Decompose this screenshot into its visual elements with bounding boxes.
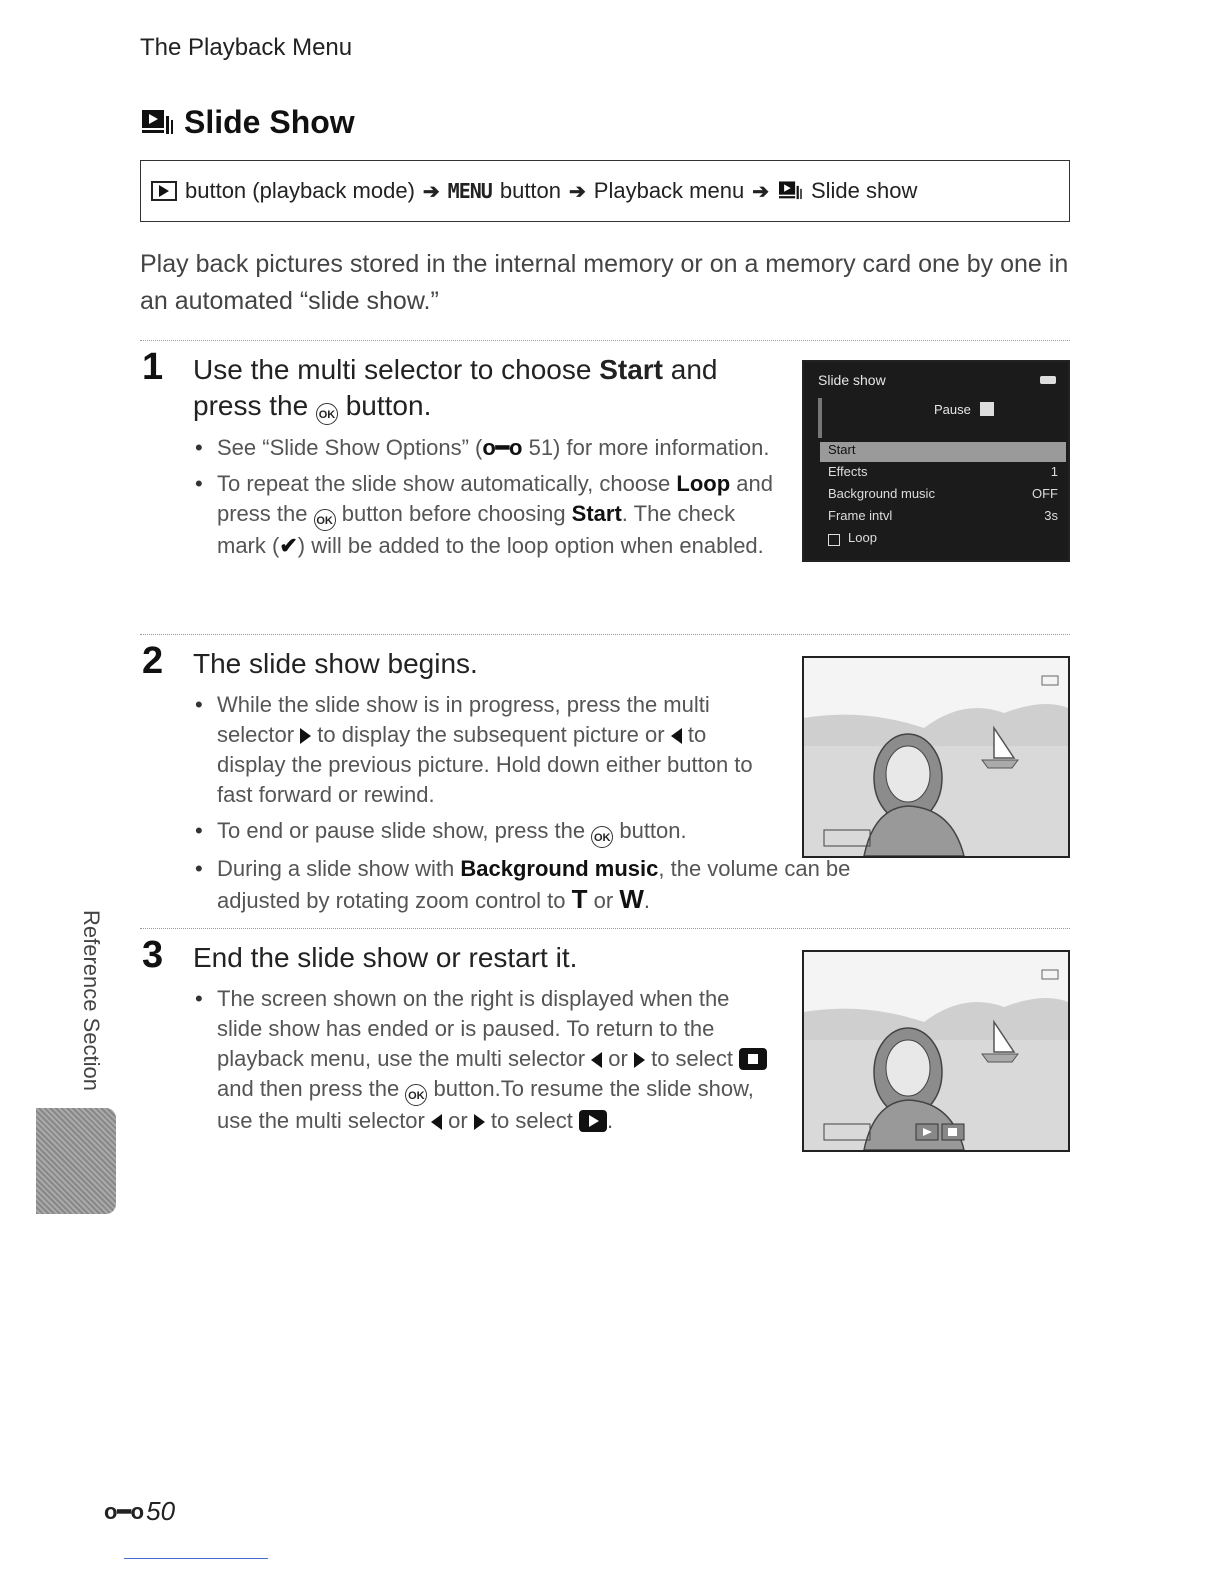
text: button. bbox=[613, 818, 687, 843]
list-item bbox=[193, 433, 773, 463]
arrow-right-icon: ➔ bbox=[422, 180, 440, 203]
list-item bbox=[193, 690, 773, 810]
menu-item-start bbox=[820, 442, 1066, 462]
text: To repeat the slide show automatically, choose bbox=[217, 471, 677, 496]
portrait-photo-image bbox=[804, 952, 1068, 1150]
scroll-indicator bbox=[818, 398, 822, 438]
text: button before choosing bbox=[335, 501, 572, 526]
divider bbox=[140, 634, 1070, 635]
text: During a slide show with bbox=[217, 856, 461, 881]
heading-bold: Start bbox=[599, 354, 663, 385]
ok-button-icon: OK bbox=[314, 509, 336, 531]
portrait-photo-image bbox=[804, 658, 1068, 856]
page-footer bbox=[104, 1496, 175, 1527]
bold-text: Start bbox=[571, 501, 622, 526]
bullet-list bbox=[193, 433, 773, 561]
arrow-right-icon: ➔ bbox=[752, 180, 769, 203]
step-heading: The slide show begins. bbox=[193, 648, 478, 679]
right-arrow-icon bbox=[474, 1114, 485, 1130]
pause-label: Pause bbox=[934, 402, 971, 417]
ok-button-icon: OK bbox=[316, 403, 338, 425]
bold-text: Loop bbox=[676, 471, 731, 496]
bold-text: Background music bbox=[460, 856, 659, 881]
paused-slide-show-screen bbox=[802, 950, 1070, 1152]
divider bbox=[140, 340, 1070, 341]
ok-button-icon: OK bbox=[591, 826, 613, 848]
list-item bbox=[193, 984, 773, 1136]
step-number: 1 bbox=[142, 346, 164, 388]
step-number: 2 bbox=[142, 640, 164, 682]
battery-icon bbox=[1040, 376, 1056, 384]
divider bbox=[140, 928, 1070, 929]
item-label: Effects bbox=[828, 464, 868, 479]
section-tab-marker bbox=[36, 1108, 116, 1214]
step-2 bbox=[193, 646, 851, 922]
text: button.To resume the slide show, use the multi selector bbox=[217, 1076, 754, 1133]
slide-show-icon bbox=[777, 180, 803, 202]
text: to select bbox=[644, 1046, 740, 1071]
left-arrow-icon bbox=[671, 728, 682, 744]
list-item bbox=[193, 854, 857, 916]
page-title: Slide Show bbox=[184, 104, 355, 140]
item-label: Loop bbox=[848, 530, 877, 545]
step-3 bbox=[193, 940, 773, 1142]
zoom-w-label: W bbox=[619, 884, 644, 914]
item-value: 3s bbox=[1044, 508, 1058, 523]
text: to select bbox=[484, 1108, 579, 1133]
reference-icon: o━o bbox=[104, 1498, 145, 1524]
playback-button-icon bbox=[151, 181, 177, 201]
intro-paragraph: Play back pictures stored in the internal memory or on a memory card one by one in an automated “slide show.” bbox=[140, 250, 1069, 315]
menu-item-frame-intvl bbox=[820, 508, 1066, 528]
menu-item-effects bbox=[820, 464, 1066, 484]
nav-part-1: button (playback mode) bbox=[185, 178, 415, 203]
text: . bbox=[606, 1108, 614, 1133]
text: to display the subsequent picture or bbox=[311, 722, 671, 747]
text: The screen shown on the right is displayed when the slide show has ended or is paused. To return to the playback menu, use the multi selector bbox=[217, 986, 730, 1071]
stop-button-icon bbox=[739, 1048, 767, 1070]
nav-part-2: button bbox=[499, 178, 562, 203]
text: See “Slide Show Options” ( bbox=[217, 435, 483, 460]
pause-icon bbox=[980, 402, 994, 416]
step-1 bbox=[193, 352, 773, 567]
item-label: Background music bbox=[828, 486, 935, 501]
text: To end or pause slide show, press the bbox=[217, 818, 592, 843]
slide-show-icon bbox=[140, 108, 174, 138]
item-value: 1 bbox=[1050, 464, 1058, 479]
item-value: OFF bbox=[1032, 486, 1058, 501]
step-heading: End the slide show or restart it. bbox=[193, 942, 578, 973]
item-label: Frame intvl bbox=[828, 508, 893, 523]
text: While the slide show is in progress, press the multi selector bbox=[217, 692, 710, 747]
running-header: The Playback Menu bbox=[140, 34, 353, 61]
page-number: 50 bbox=[146, 1496, 176, 1526]
reference-icon: o━o bbox=[482, 435, 523, 460]
heading-text: button. bbox=[337, 390, 432, 421]
list-item bbox=[193, 469, 773, 561]
menu-item-background-music bbox=[820, 486, 1066, 506]
nav-part-3: Playback menu bbox=[593, 178, 745, 203]
text: or bbox=[441, 1108, 474, 1133]
text: 51) for more information. bbox=[522, 435, 770, 460]
slide-show-screen bbox=[802, 656, 1070, 858]
text: and press the bbox=[217, 471, 773, 526]
text: to display the previous picture. Hold down either button to fast forward or rewind. bbox=[217, 722, 753, 807]
check-mark-icon: ✔ bbox=[279, 533, 298, 558]
side-section-label: Reference Section bbox=[79, 910, 104, 1091]
checkbox-icon bbox=[828, 534, 840, 546]
menu-item-loop bbox=[820, 530, 1066, 550]
menu-button-label: MENU bbox=[447, 179, 492, 203]
step-heading bbox=[193, 352, 773, 425]
left-arrow-icon bbox=[431, 1114, 442, 1130]
right-arrow-icon bbox=[634, 1052, 645, 1068]
section-title-row bbox=[140, 104, 355, 141]
menu-screen-title: Slide show bbox=[818, 372, 886, 388]
list-item bbox=[193, 816, 773, 848]
right-arrow-icon bbox=[300, 728, 311, 744]
ok-button-icon: OK bbox=[405, 1084, 427, 1106]
camera-menu-screen bbox=[802, 360, 1070, 562]
text: and then press the bbox=[217, 1076, 406, 1101]
text: , the volume can be adjusted by rotating zoom control to bbox=[217, 856, 851, 913]
text: . bbox=[643, 888, 651, 913]
bullet-list bbox=[193, 984, 773, 1136]
heading-text: Use the multi selector to choose bbox=[193, 354, 600, 385]
navigation-path-box bbox=[140, 160, 1070, 222]
heading-text: and press the bbox=[193, 354, 718, 421]
text: or bbox=[602, 1046, 634, 1071]
item-label: Start bbox=[828, 442, 856, 457]
arrow-right-icon: ➔ bbox=[569, 180, 586, 203]
zoom-t-label: T bbox=[571, 884, 588, 914]
bullet-list bbox=[193, 690, 851, 916]
play-button-icon bbox=[579, 1110, 607, 1132]
step-number: 3 bbox=[142, 934, 164, 976]
footer-rule bbox=[124, 1558, 268, 1559]
nav-part-4: Slide show bbox=[810, 178, 918, 203]
left-arrow-icon bbox=[591, 1052, 602, 1068]
text: ) will be added to the loop option when enabled. bbox=[297, 533, 764, 558]
text: or bbox=[587, 888, 620, 913]
text: . The check mark ( bbox=[217, 501, 736, 558]
